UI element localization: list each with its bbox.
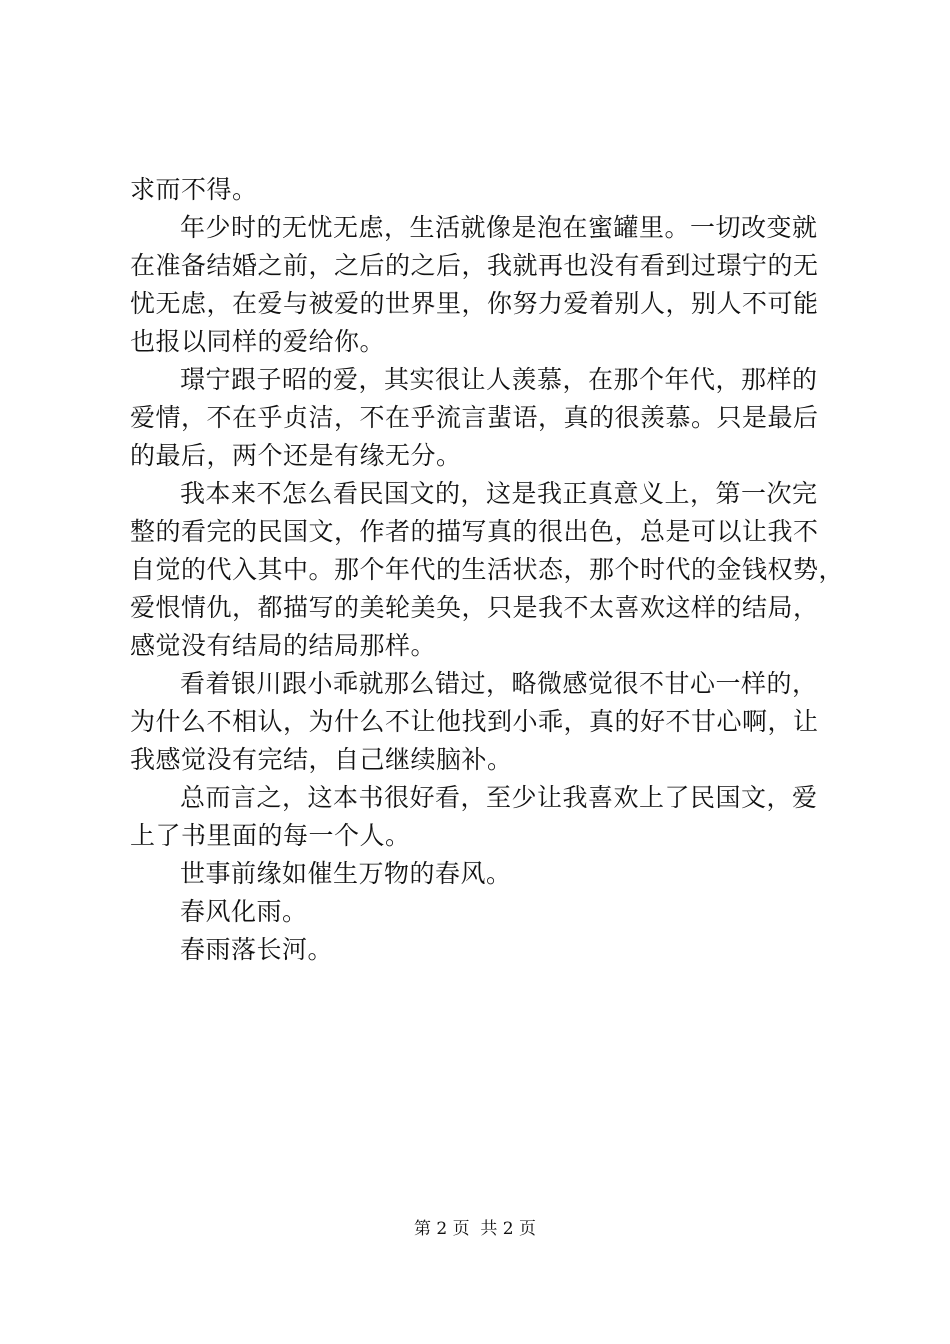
text-line: 年少时的无忧无虑，生活就像是泡在蜜罐里。一切改变就 <box>180 213 818 242</box>
text-line: 自觉的代入其中。那个年代的生活状态，那个时代的金钱权势， <box>130 555 845 584</box>
text-line: 爱恨情仇，都描写的美轮美奂，只是我不太喜欢这样的结局， <box>130 593 819 622</box>
text-line: 求而不得。 <box>130 175 258 204</box>
text-line: 璟宁跟子昭的爱，其实很让人羡慕，在那个年代，那样的 <box>180 365 818 394</box>
text-line: 看着银川跟小乖就那么错过，略微感觉很不甘心一样的， <box>180 669 818 698</box>
text-line: 我感觉没有完结，自己继续脑补。 <box>130 745 513 774</box>
text-line: 上了书里面的每一个人。 <box>130 821 411 850</box>
text-line: 整的看完的民国文，作者的描写真的很出色，总是可以让我不 <box>130 517 819 546</box>
text-line: 爱情，不在乎贞洁，不在乎流言蜚语，真的很羡慕。只是最后 <box>130 403 819 432</box>
text-line: 忧无虑，在爱与被爱的世界里，你努力爱着别人，别人不可能 <box>130 289 819 318</box>
page-footer: 第 2 页 共 2 页 <box>413 1219 537 1239</box>
text-line: 也报以同样的爱给你。 <box>130 327 386 356</box>
text-line: 的最后，两个还是有缘无分。 <box>130 441 462 470</box>
text-line: 感觉没有结局的结局那样。 <box>130 631 437 660</box>
text-line: 总而言之，这本书很好看，至少让我喜欢上了民国文，爱 <box>180 783 818 812</box>
text-line: 春雨落长河。 <box>180 935 334 964</box>
text-line: 我本来不怎么看民国文的，这是我正真意义上，第一次完 <box>180 479 818 508</box>
text-line: 为什么不相认，为什么不让他找到小乖，真的好不甘心啊，让 <box>130 707 819 736</box>
text-line: 在准备结婚之前，之后的之后，我就再也没有看到过璟宁的无 <box>130 251 819 280</box>
text-line: 春风化雨。 <box>180 897 308 926</box>
body-text <box>130 171 845 969</box>
text-line: 世事前缘如催生万物的春风。 <box>180 859 512 888</box>
